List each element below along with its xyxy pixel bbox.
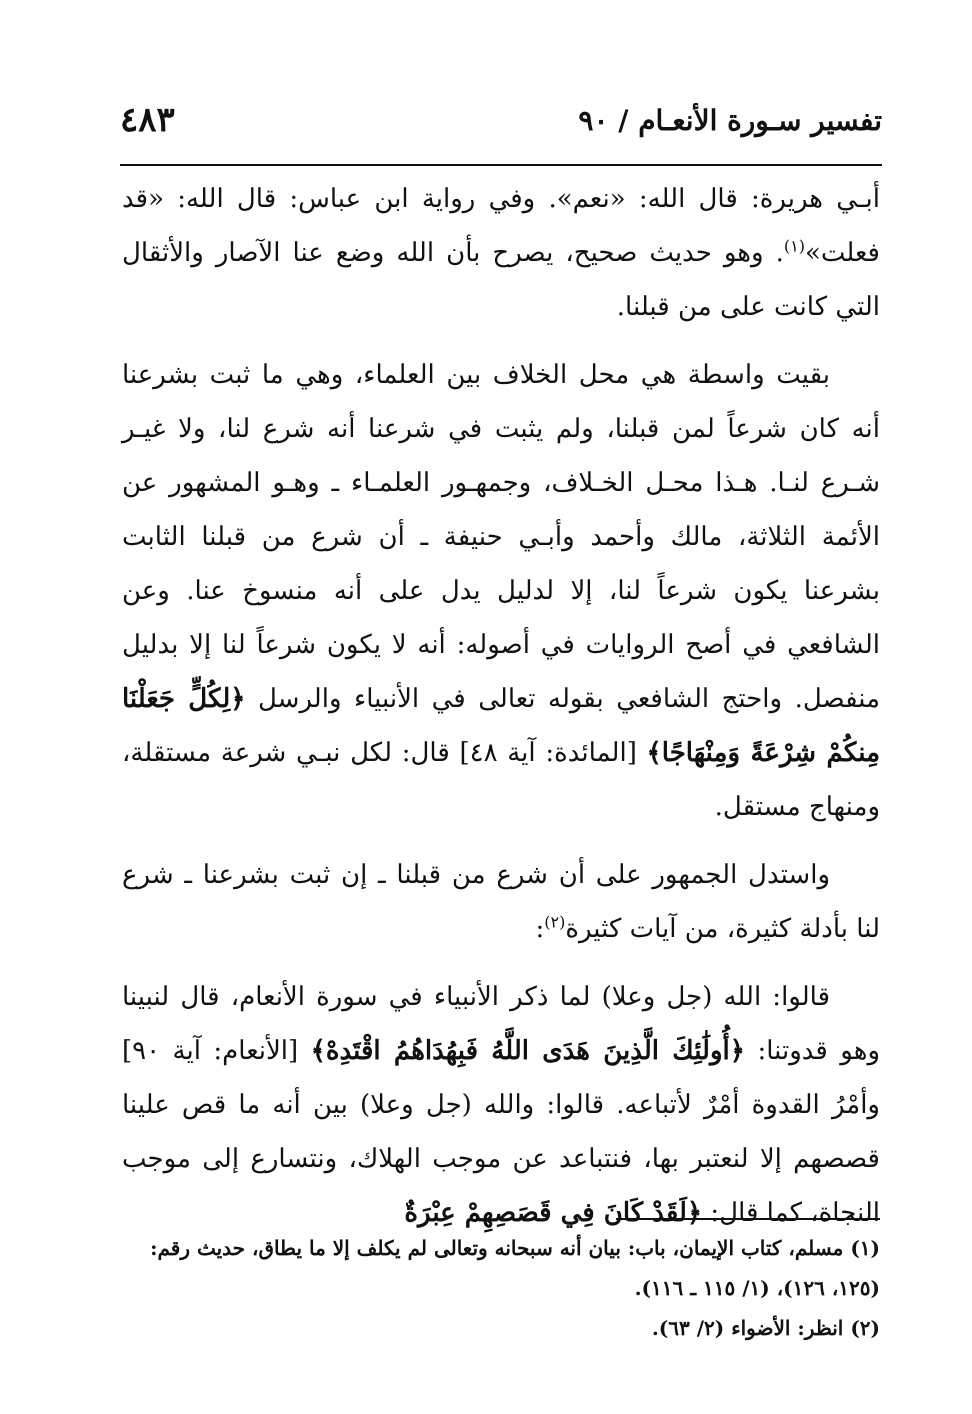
page-number: ٤٨٣ [120, 100, 175, 140]
footnotes [122, 1228, 880, 1348]
paragraph-2-text-b: [المائدة: آية ٤٨] قال: لكل نبـي شرعة مستقلة، ومنهاج مستقل. [122, 738, 880, 822]
paragraph-2 [122, 348, 880, 834]
footnote-ref-2: (٢) [544, 912, 566, 932]
footnote-divider [616, 1218, 880, 1220]
running-title: تفسير سـورة الأنعـام / ٩٠ [578, 104, 882, 137]
paragraph-4 [122, 970, 880, 1240]
footnote-2: (٢) انظر: الأضواء (٢/ ٦٣). [651, 1316, 880, 1340]
header-divider [120, 164, 882, 166]
paragraph-4-text-b: [الأنعام: آية ٩٠] وأمْرُ القدوة أمْرٌ لأتباعه. قالوا: والله (جل وعلا) بين أنه ما قص علينا قصصهم إلا لنعتبر بها، فنتباعد عن موجب الهلاك، ونتسارع إلى موجب النجاة، كما قال: [122, 1036, 880, 1228]
paragraph-3-text-b: : [535, 914, 545, 944]
footnote-1: (١) مسلم، كتاب الإيمان، باب: بيان أنه سبحانه وتعالى لم يكلف إلا ما يطاق، حديث رقم: (١٢٥، ١٢٦)، (١/ ١١٥ ـ ١١٦). [150, 1236, 880, 1300]
footnote-ref-1: (١) [783, 236, 805, 256]
paragraph-3-text-a: واستدل الجمهور على أن شرع من قبلنا ـ إن ثبت بشرعنا ـ شرع لنا بأدلة كثيرة، من آيات كثيرة [122, 860, 880, 944]
paragraph-4-text-a: قالوا: الله (جل وعلا) لما ذكر الأنبياء في سورة الأنعام، قال لنبينا وهو قدوتنا: [122, 982, 881, 1066]
paragraph-1 [122, 172, 880, 334]
paragraph-2-text-a: بقيت واسطة هي محل الخلاف بين العلماء، وهي ما ثبت بشرعنا أنه كان شرعاً لمن قبلنا، ولم يثبت في شرعنا أنه شرع لنا، ولا غيـر شـرع لنـا. هـذا محـل الخـلاف، وجمهـور العلمـاء ـ وهـو المشهور عن الأئمة الثلاثة، مالك وأحمد وأبـي حنيفة ـ أن شرع من قبلنا الثابت بشرعنا يكون شرعاً لنا، إلا لدليل يدل على أنه منسوخ عنا. وعن الشافعي في أصح الروايات في أصوله: أنه لا يكون شرعاً لنا إلا بدليل منفصل. واحتج الشافعي بقوله تعالى في الأنبياء والرسل [122, 360, 880, 714]
quran-verse-anam-90: ﴿أُولَٰئِكَ الَّذِينَ هَدَى اللَّهُ فَبِهُدَاهُمُ اقْتَدِهْ﴾ [310, 1036, 745, 1066]
quran-verse-yusuf-111: ﴿لَقَدْ كَانَ فِي قَصَصِهِمْ عِبْرَةٌ [404, 1198, 703, 1228]
quran-verse-maidah-48: ﴿لِكُلٍّ جَعَلْنَا مِنكُمْ شِرْعَةً وَمِنْهَاجًا﴾ [122, 684, 880, 768]
paragraph-1-text-b: . وهو حديث صحيح، يصرح بأن الله وضع عنا الآصار والأثقال التي كانت على من قبلنا. [122, 238, 880, 322]
main-text [122, 172, 880, 1254]
paragraph-1-text-a: أبـي هريرة: قال الله: «نعم». وفي رواية ابن عباس: قال الله: «قد فعلت» [122, 184, 880, 268]
paragraph-3 [122, 848, 880, 956]
page-header [120, 100, 882, 160]
